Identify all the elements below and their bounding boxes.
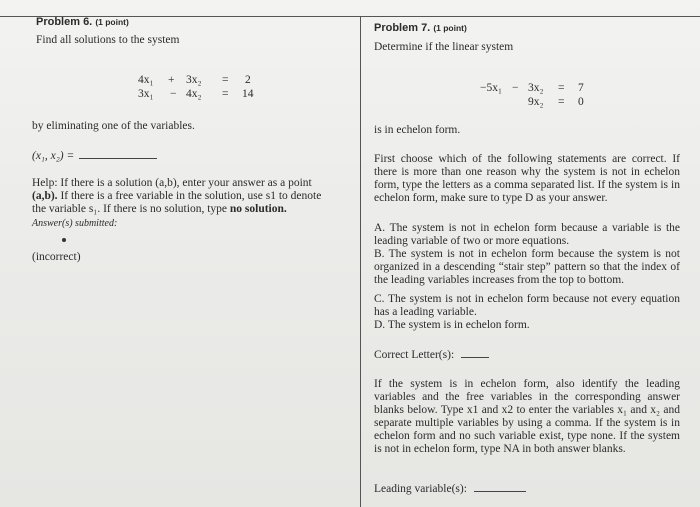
problem-7	[360, 16, 690, 507]
problem-6-eq1-op: +	[168, 74, 175, 86]
problem-7-state: is in echelon form.	[374, 124, 461, 136]
problem-7-prompt: Determine if the linear system	[374, 41, 514, 53]
problem-7-eq1-a: −5x₁	[480, 82, 502, 94]
problem-7-instructions: First choose which of the following statements are correct. If there is more than one reason why the system is not in echelon form, type the letters as a comma separated list. If the system is in echelon form, make sure to type D as your answer.	[374, 153, 680, 204]
problem-7-eq1-b: 3x₂	[528, 82, 544, 94]
problem-7-points: (1 point)	[433, 23, 467, 33]
problem-6-eq1-b: 3x₂	[186, 74, 202, 86]
problem-6-eq1-eq: =	[222, 74, 229, 86]
problem-6-eq2-b: 4x₂	[186, 88, 202, 100]
problem-6-prompt: Find all solutions to the system	[36, 34, 180, 46]
problem-6-help-line2	[32, 190, 321, 203]
problem-6-answer-blank[interactable]	[79, 158, 157, 159]
problem-6-eq2-rhs: 14	[242, 88, 254, 100]
problem-7-leading-instructions: If the system is in echelon form, also identify the leading variables and the free variables in the corresponding answer blanks below. Type x1 and x2 to enter the variables x₁ and x₂ and separate multiple variables by using a comma. If the system is in echelon form and no such variable exist, type none. If the system is not in echelon form, type NA in both answer blanks.	[374, 378, 680, 455]
problem-6-help-line1: Help: If there is a solution (a,b), enter your answer as a point	[32, 177, 312, 189]
problem-6-help-no-solution: no solution.	[229, 203, 287, 215]
bullet-icon	[62, 238, 66, 242]
problem-6-eq1-a: 4x₁	[138, 74, 154, 86]
problem-7-leading-label: Leading variable(s):	[374, 483, 467, 495]
problem-7-eq2-eq: =	[558, 96, 565, 108]
problem-6-help-line3	[32, 203, 287, 216]
problem-6-eq2-op: −	[170, 88, 177, 100]
problem-6-method: by eliminating one of the variables.	[32, 120, 195, 132]
problem-7-option-b: B. The system is not in echelon form because the system is not organized in a descending “stair step” pattern so that the index of the leading variables increases from the top to bottom.	[374, 248, 680, 286]
problem-7-leading-row	[374, 483, 526, 496]
problem-7-correct-label: Correct Letter(s):	[374, 349, 455, 361]
problem-6-help-point: (a,b).	[32, 190, 58, 202]
problem-6-header	[36, 16, 129, 29]
problem-7-option-a: A. The system is not in echelon form because a variable is the leading variable of two or more equations.	[374, 222, 680, 247]
problem-6-status: (incorrect)	[32, 251, 81, 263]
problem-7-eq2-b: 9x₂	[528, 96, 544, 108]
problem-7-header	[374, 22, 467, 35]
problem-6-answer-label: (x₁, x₂) =	[32, 150, 75, 162]
problem-6-help-line3-a: the variable s₁. If there is no solution, type	[32, 203, 227, 215]
problem-6-points: (1 point)	[95, 17, 129, 27]
problem-6-title: Problem 6.	[36, 16, 93, 28]
problem-7-option-c: C. The system is not in echelon form because not every equation has a leading variable.	[374, 293, 680, 318]
problem-6-answer-row	[32, 150, 157, 163]
problem-6-help-line2-rest: If there is a free variable in the solution, use s1 to denote	[60, 190, 322, 202]
problem-7-correct-blank[interactable]	[461, 357, 489, 358]
problem-7-eq2-rhs: 0	[578, 96, 584, 108]
problem-6-eq2-a: 3x₁	[138, 88, 154, 100]
problem-7-eq1-eq: =	[558, 82, 565, 94]
problem-6-submitted-label: Answer(s) submitted:	[32, 218, 118, 229]
problem-7-eq1-op: −	[512, 82, 519, 94]
problem-7-option-d: D. The system is in echelon form.	[374, 319, 530, 331]
problem-7-leading-blank[interactable]	[474, 491, 526, 492]
problem-7-correct-row	[374, 349, 489, 362]
problem-7-title: Problem 7.	[374, 22, 431, 34]
problem-6-eq1-rhs: 2	[245, 74, 251, 86]
problem-6-eq2-eq: =	[222, 88, 229, 100]
problem-7-eq1-rhs: 7	[578, 82, 584, 94]
problem-6	[30, 10, 355, 280]
